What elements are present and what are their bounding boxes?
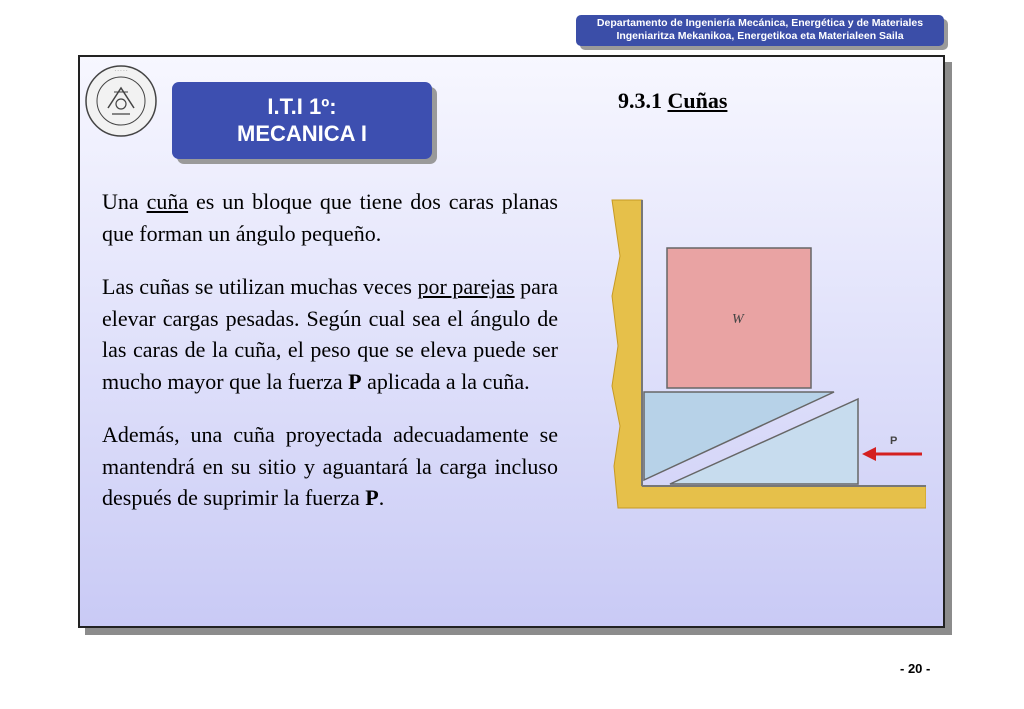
text-run: Una (102, 189, 147, 214)
force-symbol: P (365, 485, 379, 510)
body-text (102, 186, 558, 514)
wedge-diagram (610, 196, 926, 516)
text-run: para elevar cargas pesadas. Según cual sea el ángulo de las caras de la cuña, el peso que se eleva puede ser mucho mayor que la fuerza (102, 274, 559, 394)
text-run: aplicada a la cuña. (361, 368, 530, 394)
weight-label: W (732, 312, 744, 327)
svg-text:· · · · ·: · · · · · (114, 69, 128, 74)
paragraph-definition (102, 186, 558, 249)
course-name: MECANICA I (237, 121, 367, 146)
department-banner (576, 15, 944, 46)
force-symbol: P (348, 368, 362, 394)
section-title: Cuñas (667, 88, 728, 113)
force-arrow-head (862, 447, 876, 461)
text-run: Además, una cuña proyectada adecuadamente se mantendrá en su sitio y aguantará la carga incluso después de suprimir la fuerza (102, 422, 558, 510)
text-run: es un bloque que tiene dos caras planas que forman un ángulo pequeño. (102, 189, 558, 246)
page-number: - 20 - (900, 661, 931, 676)
department-name-es: Departamento de Ingeniería Mecánica, Energética y de Materiales (596, 17, 924, 29)
underlined-term: por parejas (417, 274, 515, 299)
university-seal-logo (84, 64, 158, 138)
department-name-eu: Ingeniaritza Mekanikoa, Energetikoa eta Materialeen Saila (616, 30, 904, 42)
paragraph-usage (102, 271, 558, 397)
section-heading (618, 88, 727, 114)
underlined-term: cuña (146, 189, 189, 214)
text-run: Las cuñas se utilizan muchas veces (102, 274, 418, 299)
section-number: 9.3.1 (618, 88, 662, 113)
paragraph-self-locking (102, 419, 558, 514)
course-code: I.T.I 1º: (267, 94, 337, 119)
course-title-box (172, 82, 432, 159)
text-run: . (378, 485, 385, 510)
force-label: P (890, 435, 898, 447)
